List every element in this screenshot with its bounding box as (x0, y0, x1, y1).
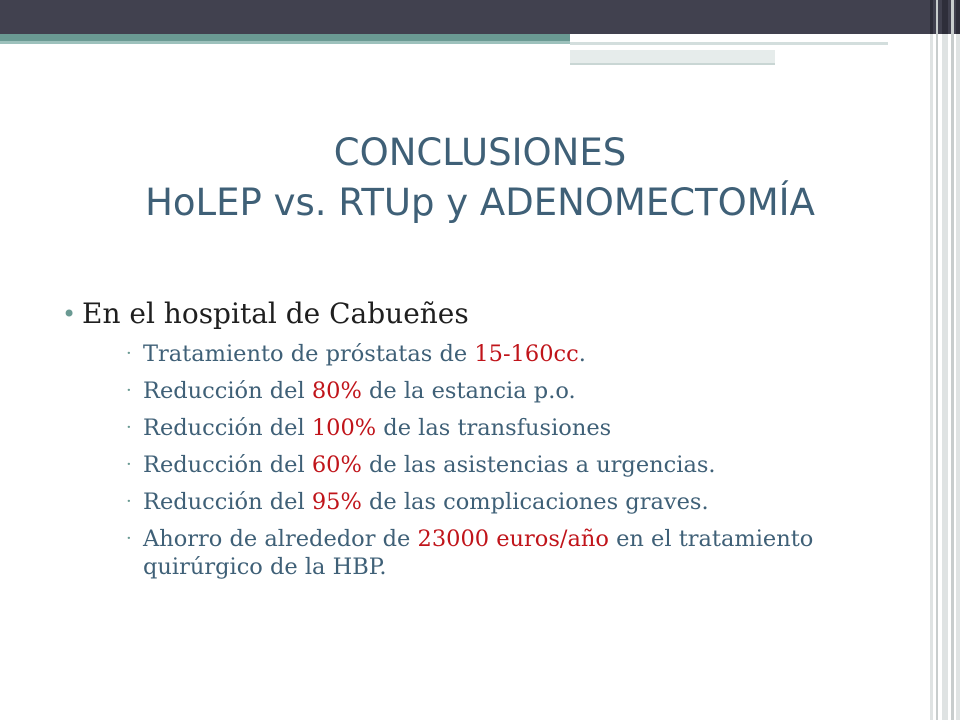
item-highlight: 60% (311, 452, 362, 478)
list-item (62, 525, 902, 581)
decor-line (570, 63, 775, 65)
title-line-1: CONCLUSIONES (333, 131, 627, 174)
bullet-dot-icon: · (126, 528, 132, 549)
item-highlight: 23000 euros/año (417, 526, 609, 552)
item-highlight: 15-160cc (474, 341, 579, 367)
bullet-dot-icon: · (126, 454, 132, 475)
bullet-dot-icon: · (126, 343, 132, 364)
sub-bullet-list (62, 340, 902, 581)
main-bullet (62, 296, 902, 332)
item-text: Reducción del (143, 489, 312, 515)
top-teal-band-light (0, 41, 570, 44)
top-dark-band (0, 0, 960, 34)
list-item (62, 377, 902, 405)
list-item (62, 451, 902, 479)
item-text: . (578, 341, 586, 367)
decor-block (570, 50, 775, 64)
list-item (62, 414, 902, 442)
item-highlight: 100% (311, 415, 377, 441)
list-item (62, 340, 902, 368)
right-edge-stripe-dark (956, 0, 960, 34)
title-line-2: HoLEP vs. RTUp y ADENOMECTOMÍA (145, 181, 815, 224)
bullet-dot-icon: · (126, 417, 132, 438)
item-highlight: 95% (311, 489, 362, 515)
right-edge-stripe-dark (930, 0, 933, 34)
item-text: Ahorro de alrededor de (143, 526, 418, 552)
bullet-dot-icon: • (62, 300, 77, 328)
list-item (62, 488, 902, 516)
item-text: de las complicaciones graves. (361, 489, 709, 515)
bullet-dot-icon: · (126, 380, 132, 401)
bullet-dot-icon: · (126, 491, 132, 512)
right-edge-stripe (942, 0, 948, 720)
main-bullet-text: En el hospital de Cabueñes (82, 297, 469, 330)
right-edge-stripe (930, 0, 933, 720)
right-edge-stripe-dark (942, 0, 948, 34)
item-text: Tratamiento de próstatas de (143, 341, 475, 367)
item-text: Reducción del (143, 415, 312, 441)
item-text: de las transfusiones (376, 415, 612, 441)
item-text: Reducción del (143, 378, 312, 404)
top-teal-band (0, 34, 570, 41)
slide-title (0, 128, 960, 228)
slide-content (62, 296, 902, 590)
item-text: Reducción del (143, 452, 312, 478)
item-text: en el tratamiento quirúrgico de la HBP. (143, 526, 814, 580)
right-edge-stripe (936, 0, 938, 720)
right-edge-stripe (951, 0, 954, 720)
decor-line (570, 42, 888, 45)
item-text: de las asistencias a urgencias. (361, 452, 716, 478)
right-edge-stripe (956, 0, 960, 720)
item-text: de la estancia p.o. (361, 378, 576, 404)
item-highlight: 80% (311, 378, 362, 404)
